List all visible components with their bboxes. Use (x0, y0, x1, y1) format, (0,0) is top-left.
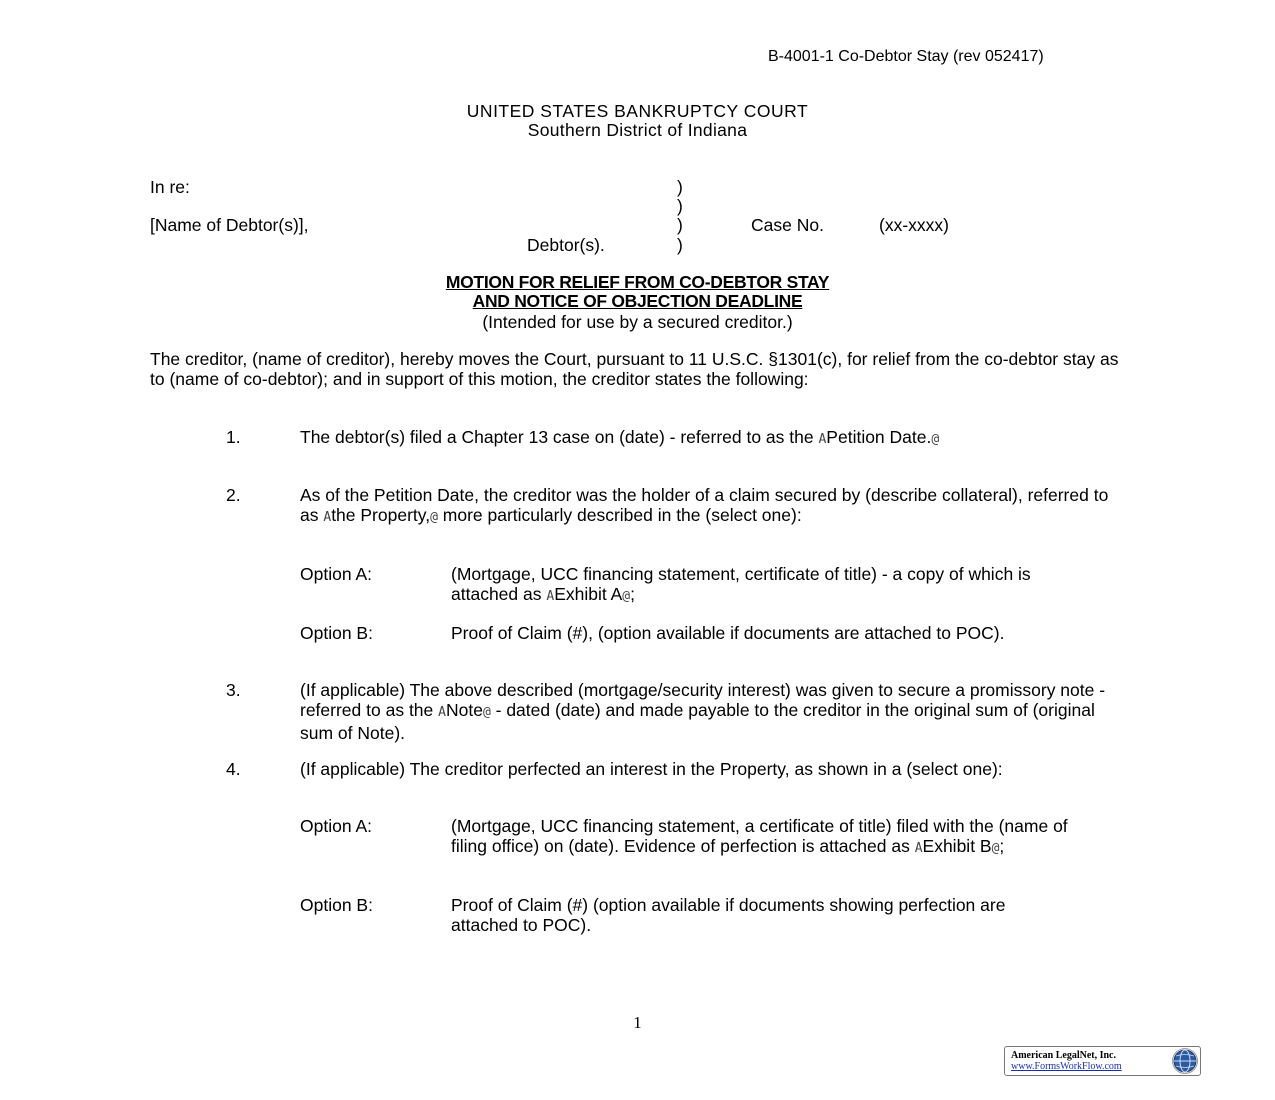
intro-paragraph: The creditor, (name of creditor), hereby moves the Court, pursuant to 11 U.S.C. §1301(c), for relief from the co-debtor stay as to (name of co-debtor); and in support of this motion, the creditor states the following: (150, 349, 1119, 389)
globe-logo-icon (1172, 1048, 1198, 1074)
option-text-part: ; (630, 584, 635, 604)
page-number: 1 (633, 1013, 642, 1032)
quote-close-glyph: @ (430, 510, 438, 525)
quote-open-glyph: A (914, 841, 923, 856)
option-text-part: (Mortgage, UCC financing statement, certificate of title) - a copy of which is attached as (451, 564, 1031, 604)
legalnet-badge[interactable] (1004, 1046, 1201, 1076)
item-text (300, 680, 1130, 743)
quote-close-glyph: @ (622, 589, 631, 604)
option-label: Option B: (300, 895, 373, 915)
item-text-part: Petition Date. (826, 427, 932, 447)
motion-title-line2: AND NOTICE OF OBJECTION DEADLINE (472, 291, 803, 311)
item-text-part: (If applicable) The above described (mortgage/security interest) was given to secure a promissory note - referred to as the (300, 680, 1106, 720)
item-text-part: Note (445, 700, 483, 720)
item-number: 4. (226, 759, 241, 779)
motion-title-line1: MOTION FOR RELIEF FROM CO-DEBTOR STAY (445, 272, 830, 292)
item-text-part: As of the Petition Date, the creditor was the holder of a claim secured by (describe collateral), referred to as (300, 485, 1109, 525)
caption-paren: ) (677, 235, 683, 255)
caption-paren: ) (677, 177, 683, 197)
option-label: Option B: (300, 623, 373, 643)
item-text (300, 485, 1130, 528)
debtors-label: Debtor(s). (527, 235, 605, 255)
case-number-value: (xx-xxxx) (879, 215, 949, 235)
motion-subtitle: (Intended for use by a secured creditor.) (482, 312, 793, 332)
item-text-part: the Property, (331, 505, 431, 525)
quote-open-glyph: A (323, 510, 332, 525)
quote-open-glyph: A (546, 589, 555, 604)
court-district: Southern District of Indiana (527, 120, 748, 140)
option-text: Proof of Claim (#), (option available if documents are attached to POC). (451, 623, 1005, 643)
option-text-part: (Mortgage, UCC financing statement, a certificate of title) filed with the (name of filing office) on (date). Evidence of perfection is attached as (451, 816, 1068, 856)
option-text (451, 816, 1071, 859)
item-number: 1. (226, 427, 241, 447)
option-text-part: Exhibit A (554, 584, 623, 604)
form-id: B-4001-1 Co-Debtor Stay (rev 052417) (768, 48, 1044, 65)
caption-paren: ) (677, 196, 683, 216)
in-re-label: In re: (150, 177, 190, 197)
option-text-part: ; (999, 836, 1005, 856)
option-text-part: Exhibit B (922, 836, 992, 856)
badge-url-link[interactable]: www.FormsWorkFlow.com (1011, 1061, 1122, 1072)
option-text (451, 564, 1071, 607)
caption-paren: ) (677, 215, 683, 235)
option-text: Proof of Claim (#) (option available if documents showing perfection are attached to POC). (451, 895, 1006, 935)
option-label: Option A: (300, 816, 372, 836)
item-number: 3. (226, 680, 241, 700)
item-text-part: - dated (date) and made payable to the creditor in the original sum of (original sum of Note). (300, 700, 1095, 743)
item-number: 2. (226, 485, 241, 505)
item-text: (If applicable) The creditor perfected an interest in the Property, as shown in a (select one): (300, 759, 1003, 779)
item-text-part: more particularly described in the (select one): (437, 505, 802, 525)
badge-company-name: American LegalNet, Inc. (1011, 1050, 1116, 1061)
court-name: UNITED STATES BANKRUPTCY COURT (466, 101, 809, 121)
quote-close-glyph: @ (482, 705, 491, 720)
quote-close-glyph: @ (991, 841, 1000, 856)
item-text-part: The debtor(s) filed a Chapter 13 case on (date) - referred to as the (300, 427, 819, 447)
quote-close-glyph: @ (931, 432, 940, 447)
case-number-label: Case No. (751, 215, 824, 235)
option-label: Option A: (300, 564, 372, 584)
quote-open-glyph: A (818, 432, 827, 447)
item-text (300, 427, 1130, 450)
debtor-name: [Name of Debtor(s)], (150, 215, 309, 235)
quote-open-glyph: A (438, 705, 446, 720)
